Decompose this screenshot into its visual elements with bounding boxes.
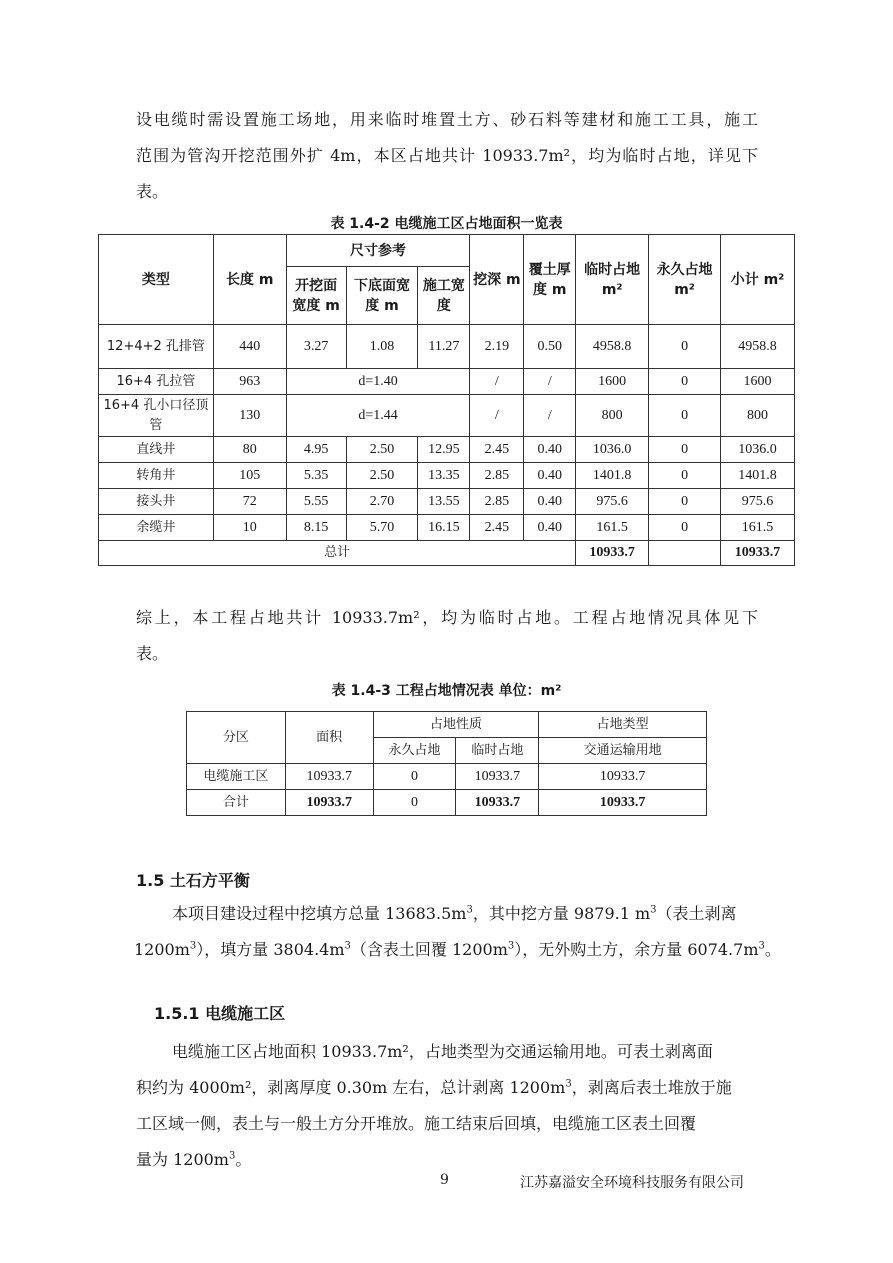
header-depth: 挖深 m xyxy=(470,235,524,325)
header-temp: 临时占地 m² xyxy=(576,235,649,325)
section-1-5-1-body: 电缆施工区占地面积 10933.7m²，占地类型为交通运输用地。可表土剥离面 积约为 4000m²，剥离厚度 0.30m 左右，总计剥离 $1200m^3$，剥离后表土堆放于施 工区域一侧，表土与一般土方分开堆放。施工结束后回填，电缆施工区表土回覆 量为 $1200m^3$。 xyxy=(136,1042,732,1169)
table-row: 直线井 80 4.95 2.50 12.95 2.45 0.40 1036.0 0 1036.0 xyxy=(99,437,795,463)
header-type: 类型 xyxy=(99,235,214,325)
header-perm: 永久占地 m² xyxy=(649,235,721,325)
table-row: 转角井 105 5.35 2.50 13.35 2.85 0.40 1401.8 0 1401.8 xyxy=(99,463,795,489)
header-size-ref: 尺寸参考 xyxy=(286,235,470,267)
page-number: 9 xyxy=(440,1172,449,1188)
header-subtotal: 小计 m² xyxy=(721,235,795,325)
header-temp: 临时占地 xyxy=(456,738,539,764)
table1-caption: 表 1.4-2 电缆施工区占地面积一览表 xyxy=(330,216,563,232)
header-length: 长度 m xyxy=(213,235,286,325)
header-open-width: 开挖面宽度 m xyxy=(286,267,346,325)
header-bottom-width: 下底面宽度 m xyxy=(346,267,418,325)
land-use-table xyxy=(186,711,707,816)
table-row: 12+4+2 孔排管 440 3.27 1.08 11.27 2.19 0.50 4958.8 0 4958.8 xyxy=(99,325,795,369)
intro-line-3: 表。 xyxy=(136,182,169,201)
section-1-5-paragraph: 本项目建设过程中挖填方总量 $13683.5m^3$，其中挖方量 9879.1 $m^3$（表土剥离 $1200m^3$），填方量 $3804.4m^3$（含表土回覆 $1200m^3$），无外购土方，余方量 $6074.7m^3$。 xyxy=(134,904,781,959)
header-transport: 交通运输用地 xyxy=(539,738,707,764)
table-row: 接头井 72 5.55 2.70 13.55 2.85 0.40 975.6 0 975.6 xyxy=(99,489,795,515)
intro-line-2: 范围为管沟开挖范围外扩 4m，本区占地共计 10933.7m²，均为临时占地，详见下 xyxy=(136,146,758,165)
header-work-width: 施工宽度 xyxy=(418,267,470,325)
intro-line-1: 设电缆时需设置施工场地，用来临时堆置土方、砂石料等建材和施工工具，施工 xyxy=(136,110,758,129)
land-occupation-table xyxy=(98,234,795,566)
table-row: 16+4 孔小口径顶管 130 d=1.44 / / 800 0 800 xyxy=(99,395,795,437)
table-row: 16+4 孔拉管 963 d=1.40 / / 1600 0 1600 xyxy=(99,369,795,395)
header-perm: 永久占地 xyxy=(373,738,456,764)
header-area: 面积 xyxy=(285,712,373,764)
summary-line-1: 综上，本工程占地共计 10933.7m²，均为临时占地。工程占地情况具体见下 xyxy=(136,608,758,627)
header-nature: 占地性质 xyxy=(373,712,539,738)
total-row: 总计 10933.7 10933.7 xyxy=(99,541,795,566)
intro-paragraph xyxy=(136,102,758,210)
summary-line-2: 表。 xyxy=(136,644,169,663)
header-landtype: 占地类型 xyxy=(539,712,707,738)
header-cover: 覆土厚度 m xyxy=(524,235,576,325)
total-label: 总计 xyxy=(99,541,576,566)
section-1-5-1-title: 1.5.1 电缆施工区 xyxy=(154,1004,286,1023)
table-row: 合计 10933.7 0 10933.7 10933.7 xyxy=(187,790,707,816)
table-row: 余缆井 10 8.15 5.70 16.15 2.45 0.40 161.5 0 161.5 xyxy=(99,515,795,541)
table2-caption: 表 1.4-3 工程占地情况表 单位：m² xyxy=(331,683,562,699)
header-zone: 分区 xyxy=(187,712,286,764)
footer-company: 江苏嘉溢安全环境科技服务有限公司 xyxy=(520,1175,744,1191)
section-1-5-title: 1.5 土石方平衡 xyxy=(136,871,250,890)
summary-paragraph xyxy=(136,600,758,672)
table-row: 电缆施工区 10933.7 0 10933.7 10933.7 xyxy=(187,764,707,790)
